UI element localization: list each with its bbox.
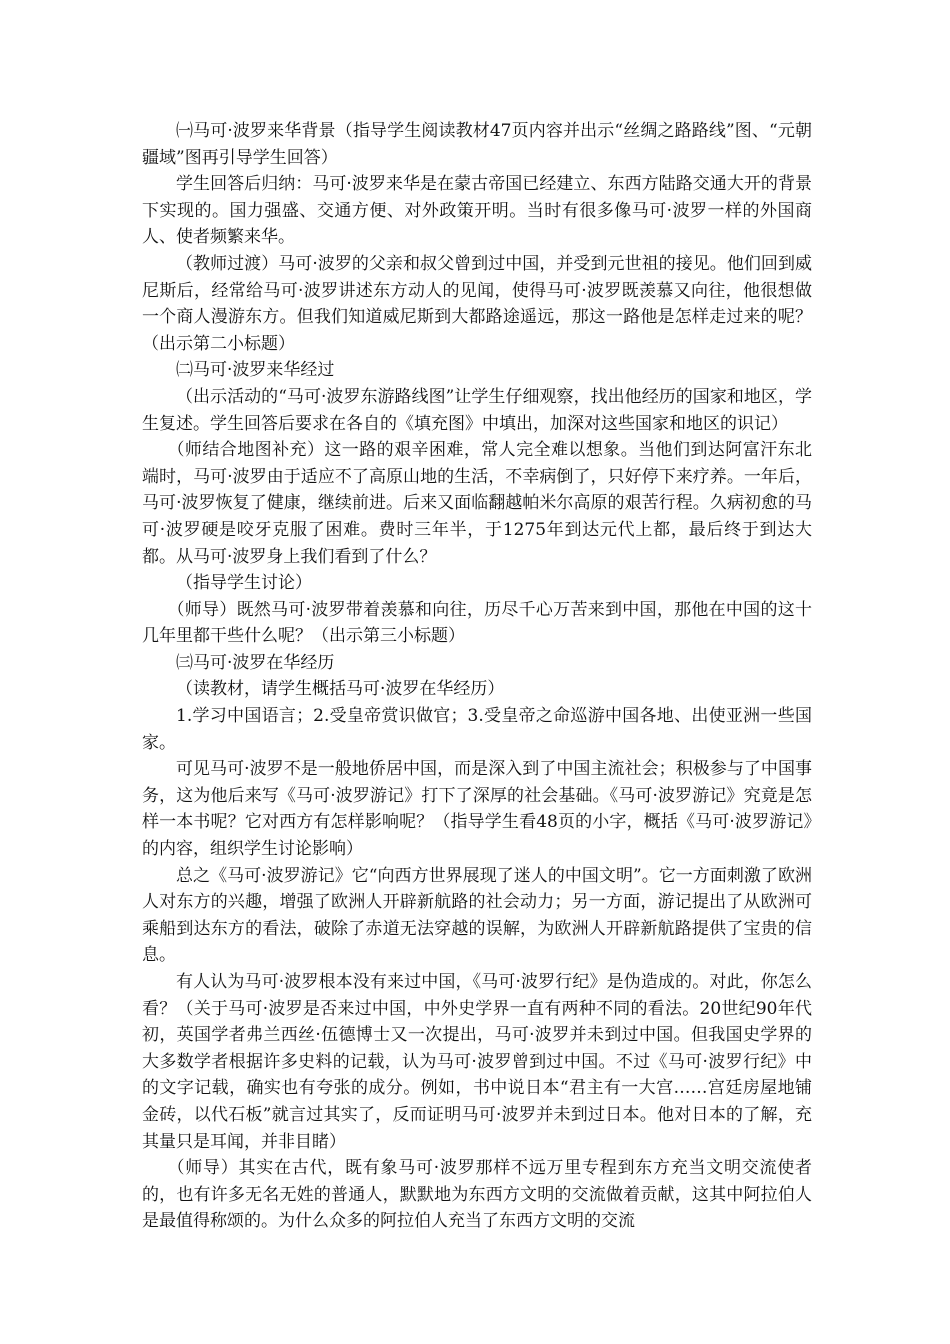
paragraph-student-summary: 学生回答后归纳：马可·波罗来华是在蒙古帝国已经建立、东西方陆路交通大开的背景下实现的。国力强盛、交通方便、对外政策开明。当时有很多像马可·波罗一样的外国商人、使者频繁来华。 [142,174,812,248]
paragraph-experience-list: 1.学习中国语言；2.受皇帝赏识做官；3.受皇帝之命巡游中国各地、出使亚洲一些国家。 [142,706,812,753]
paragraph-read-textbook: （读教材，请学生概括马可·波罗在华经历） [176,679,505,700]
paragraph-travels-impact: 总之《马可·波罗游记》它“向西方世界展现了迷人的中国文明”。它一方面刺激了欧洲人对东方的兴趣，增强了欧洲人开辟新航路的社会动力；另一方面，游记提出了从欧洲可乘船到达东方的看法，破除了赤道无法穿越的误解，为欧洲人开辟新航路提供了宝贵的信息。 [142,865,812,966]
paragraph-authenticity-debate: 有人认为马可·波罗根本没有来过中国，《马可·波罗行纪》是伪造成的。对此，你怎么看？（关于马可·波罗是否来过中国，中外史学界一直有两种不同的看法。20世纪90年代初，英国学者弗兰西丝·伍德博士又一次提出，马可·波罗并未到过中国。但我国史学界的大多数学者根据许多史料的记载，认为马可·波罗曾到过中国。不过《马可·波罗行纪》中的文字记载，确实也有夸张的成分。例如，书中说日本“君主有一大宫……宫廷房屋地铺金砖，以代石板”就言过其实了，反而证明马可·波罗并未到过日本。他对日本的了解，充其量只是耳闻，并非目睹） [142,972,812,1152]
paragraph-guided-discussion: （指导学生讨论） [176,573,312,594]
paragraph-map-supplement: （师结合地图补充）这一路的艰辛困难，常人完全难以想象。当他们到达阿富汗东北端时，马可·波罗由于适应不了高原山地的生活，不幸病倒了，只好停下来疗养。一年后，马可·波罗恢复了健康，继续前进。后来又面临翻越帕米尔高原的艰苦行程。久病初愈的马可·波罗硬是咬牙克服了困难。费时三年半，于1275年到达元代上都，最后终于到达大都。从马可·波罗身上我们看到了什么？ [142,440,812,567]
paragraph-mainstream-society: 可见马可·波罗不是一般地侨居中国，而是深入到了中国主流社会；积极参与了中国事务，这为他后来写《马可·波罗游记》打下了深厚的社会基础。《马可·波罗游记》究竟是怎样一本书呢？它对西方有怎样影响呢？（指导学生看48页的小字，概括《马可·波罗游记》的内容，组织学生讨论影响） [142,759,812,860]
document-body [142,118,812,1235]
section-heading-journey: ㈡马可·波罗来华经过 [176,360,335,381]
section-heading-background: ㈠马可·波罗来华背景（指导学生阅读教材47页内容并出示“丝绸之路路线”图、“元朝疆域”图再引导学生回答） [142,121,812,168]
paragraph-route-activity: （出示活动的“马可·波罗东游路线图”让学生仔细观察，找出他经历的国家和地区，学生复述。学生回答后要求在各自的《填充图》中填出，加深对这些国家和地区的识记） [142,386,812,434]
section-heading-experience: ㈢马可·波罗在华经历 [176,652,335,673]
paragraph-arab-exchange: （师导）其实在古代，既有象马可·波罗那样不远万里专程到东方充当文明交流使者的，也有许多无名无姓的普通人，默默地为东西方文明的交流做着贡献，这其中阿拉伯人是最值得称颂的。为什么众多的阿拉伯人充当了东西方文明的交流 [142,1158,812,1232]
paragraph-teacher-guide: （师导）既然马可·波罗带着羡慕和向往，历尽千心万苦来到中国，那他在中国的这十几年里都干些什么呢？（出示第三小标题） [142,599,812,647]
paragraph-teacher-transition: （教师过渡）马可·波罗的父亲和叔父曾到过中国，并受到元世祖的接见。他们回到威尼斯后，经常给马可·波罗讲述东方动人的见闻，使得马可·波罗既羡慕又向往，他很想做一个商人漫游东方。但我们知道威尼斯到大都路途遥远，那这一路他是怎样走过来的呢？（出示第二小标题） [142,253,812,354]
